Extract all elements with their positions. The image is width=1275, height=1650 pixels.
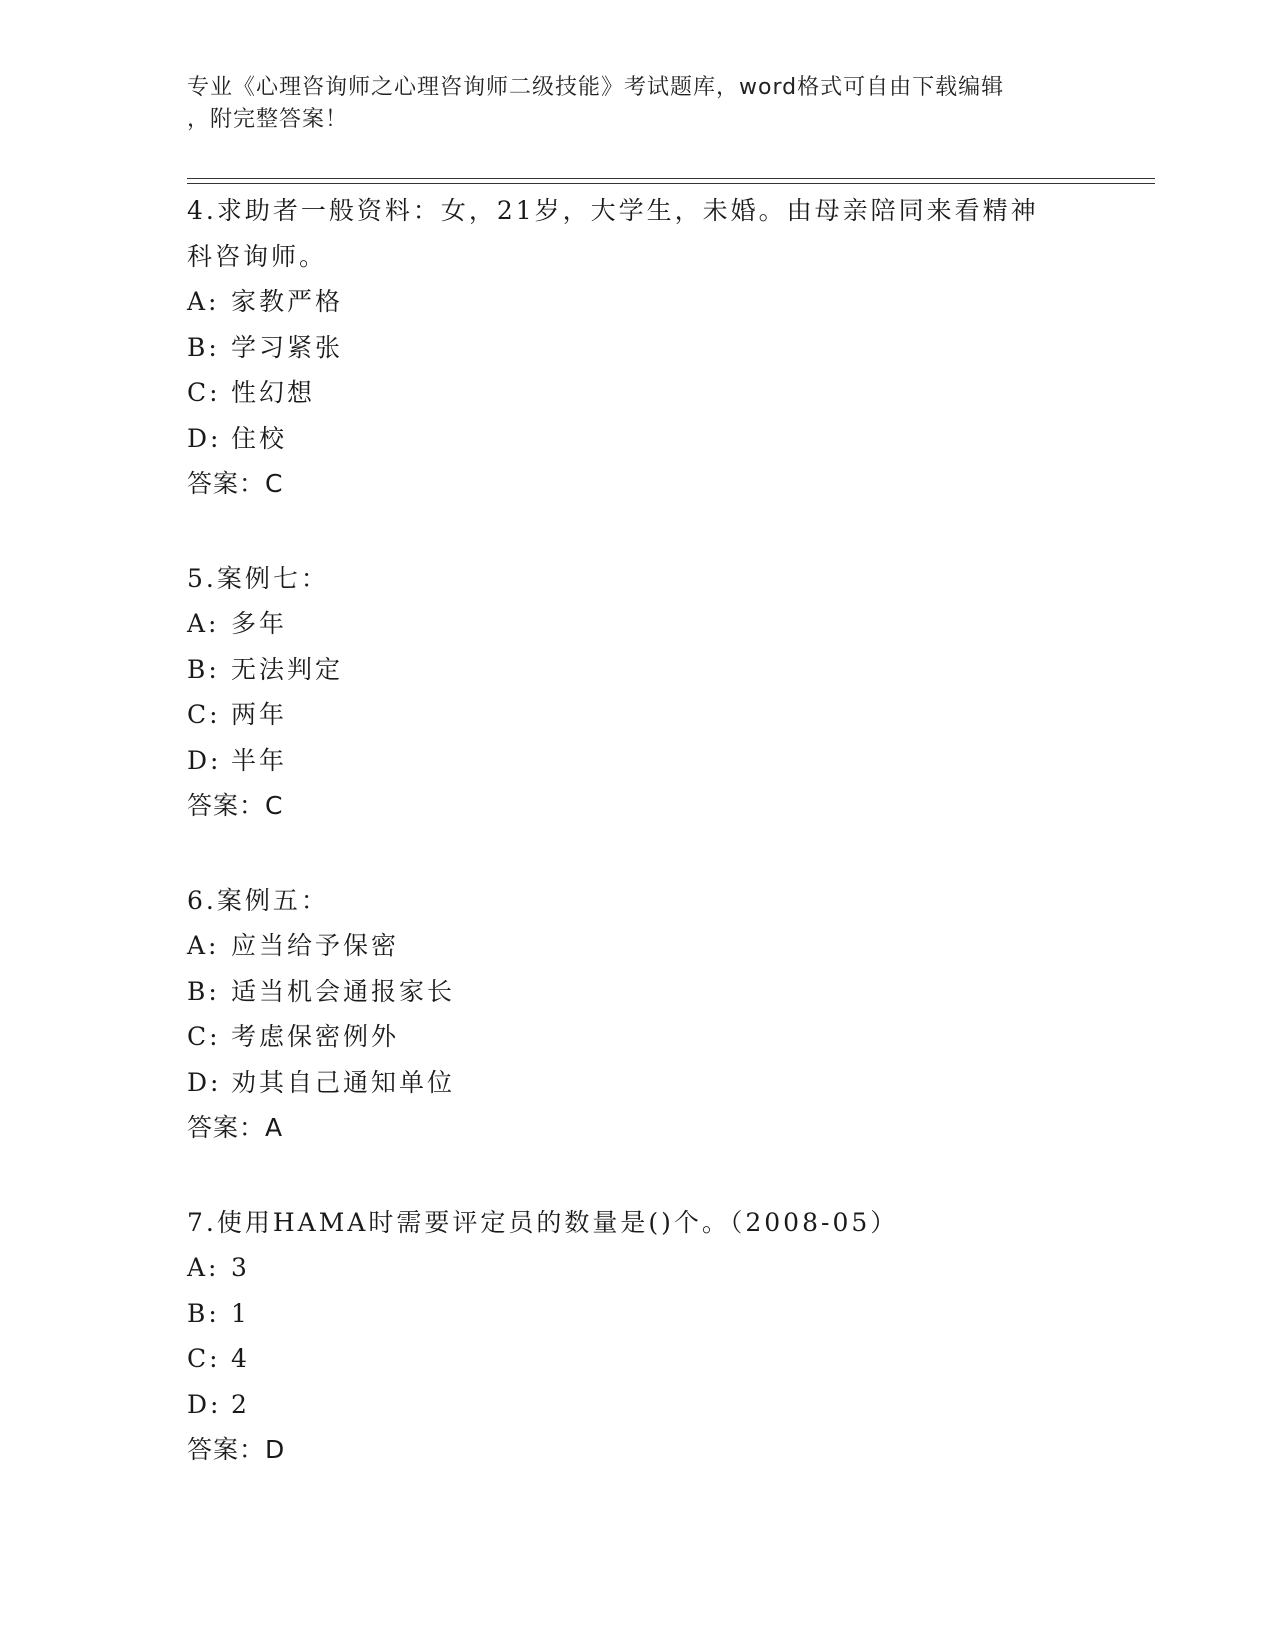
question-stem: 7.使用HAMA时需要评定员的数量是()个。（2008-05） bbox=[187, 1207, 899, 1237]
option-text: 考虑保密例外 bbox=[231, 1022, 400, 1051]
question-stem: 5.案例七： bbox=[187, 563, 329, 593]
question-block bbox=[187, 878, 1087, 1151]
option-key: D: bbox=[187, 745, 222, 775]
answer-option bbox=[187, 1014, 1087, 1060]
answer-line: 答案：A bbox=[187, 1113, 284, 1142]
option-text: 3 bbox=[231, 1253, 250, 1282]
option-text: 无法判定 bbox=[231, 654, 344, 684]
question-stem: 4.求助者一般资料：女，21岁，大学生，未婚。由母亲陪同来看精神 bbox=[187, 196, 1039, 225]
option-text: 4 bbox=[231, 1344, 250, 1373]
answer-option bbox=[187, 370, 1087, 416]
option-key: D: bbox=[187, 423, 222, 453]
option-key: A: bbox=[187, 609, 220, 638]
answer-option bbox=[187, 601, 1087, 647]
option-text: 2 bbox=[231, 1389, 250, 1419]
option-text: 1 bbox=[231, 1298, 250, 1328]
option-text: 适当机会通报家长 bbox=[231, 976, 456, 1006]
answer-option bbox=[187, 1382, 1087, 1428]
document-header bbox=[187, 72, 1067, 136]
answer-option bbox=[187, 1060, 1087, 1106]
header-divider-bottom bbox=[187, 183, 1155, 184]
question-block bbox=[187, 556, 1087, 829]
answer-option bbox=[187, 279, 1087, 325]
option-key: B: bbox=[187, 1298, 220, 1328]
option-key: D: bbox=[187, 1389, 222, 1419]
answer-option bbox=[187, 325, 1087, 371]
option-key: C: bbox=[187, 1344, 221, 1373]
question-block bbox=[187, 1200, 1087, 1473]
answer-option bbox=[187, 692, 1087, 738]
answer-option bbox=[187, 738, 1087, 784]
question-stem: 6.案例五： bbox=[187, 885, 329, 915]
option-text: 半年 bbox=[231, 745, 288, 775]
question-block bbox=[187, 188, 1087, 507]
option-key: D: bbox=[187, 1067, 222, 1097]
option-text: 多年 bbox=[231, 609, 288, 638]
option-key: A: bbox=[187, 1253, 220, 1282]
option-text: 应当给予保密 bbox=[231, 931, 400, 960]
option-text: 家教严格 bbox=[231, 287, 344, 316]
answer-option bbox=[187, 647, 1087, 693]
option-key: C: bbox=[187, 700, 221, 729]
option-key: C: bbox=[187, 378, 221, 407]
answer-line: 答案：C bbox=[187, 791, 284, 820]
option-key: C: bbox=[187, 1022, 221, 1051]
option-text: 劝其自己通知单位 bbox=[231, 1067, 456, 1097]
option-text: 住校 bbox=[231, 423, 288, 453]
answer-option bbox=[187, 969, 1087, 1015]
option-key: A: bbox=[187, 287, 220, 316]
answer-option bbox=[187, 1336, 1087, 1382]
option-key: B: bbox=[187, 332, 220, 362]
option-key: B: bbox=[187, 976, 220, 1006]
option-text: 学习紧张 bbox=[231, 332, 344, 362]
answer-option bbox=[187, 1291, 1087, 1337]
question-list bbox=[187, 188, 1087, 1522]
answer-option bbox=[187, 416, 1087, 462]
option-key: A: bbox=[187, 931, 220, 960]
header-line-1: 专业《心理咨询师之心理咨询师二级技能》考试题库，word格式可自由下载编辑 bbox=[187, 75, 1005, 100]
answer-option bbox=[187, 1245, 1087, 1291]
answer-line: 答案：C bbox=[187, 469, 284, 498]
option-text: 两年 bbox=[231, 700, 288, 729]
answer-option bbox=[187, 923, 1087, 969]
question-stem: 科咨询师。 bbox=[187, 241, 328, 271]
option-text: 性幻想 bbox=[231, 378, 316, 407]
header-line-2: ，附完整答案！ bbox=[187, 107, 349, 132]
option-key: B: bbox=[187, 654, 220, 684]
answer-line: 答案：D bbox=[187, 1435, 286, 1464]
header-divider-top bbox=[187, 178, 1155, 179]
